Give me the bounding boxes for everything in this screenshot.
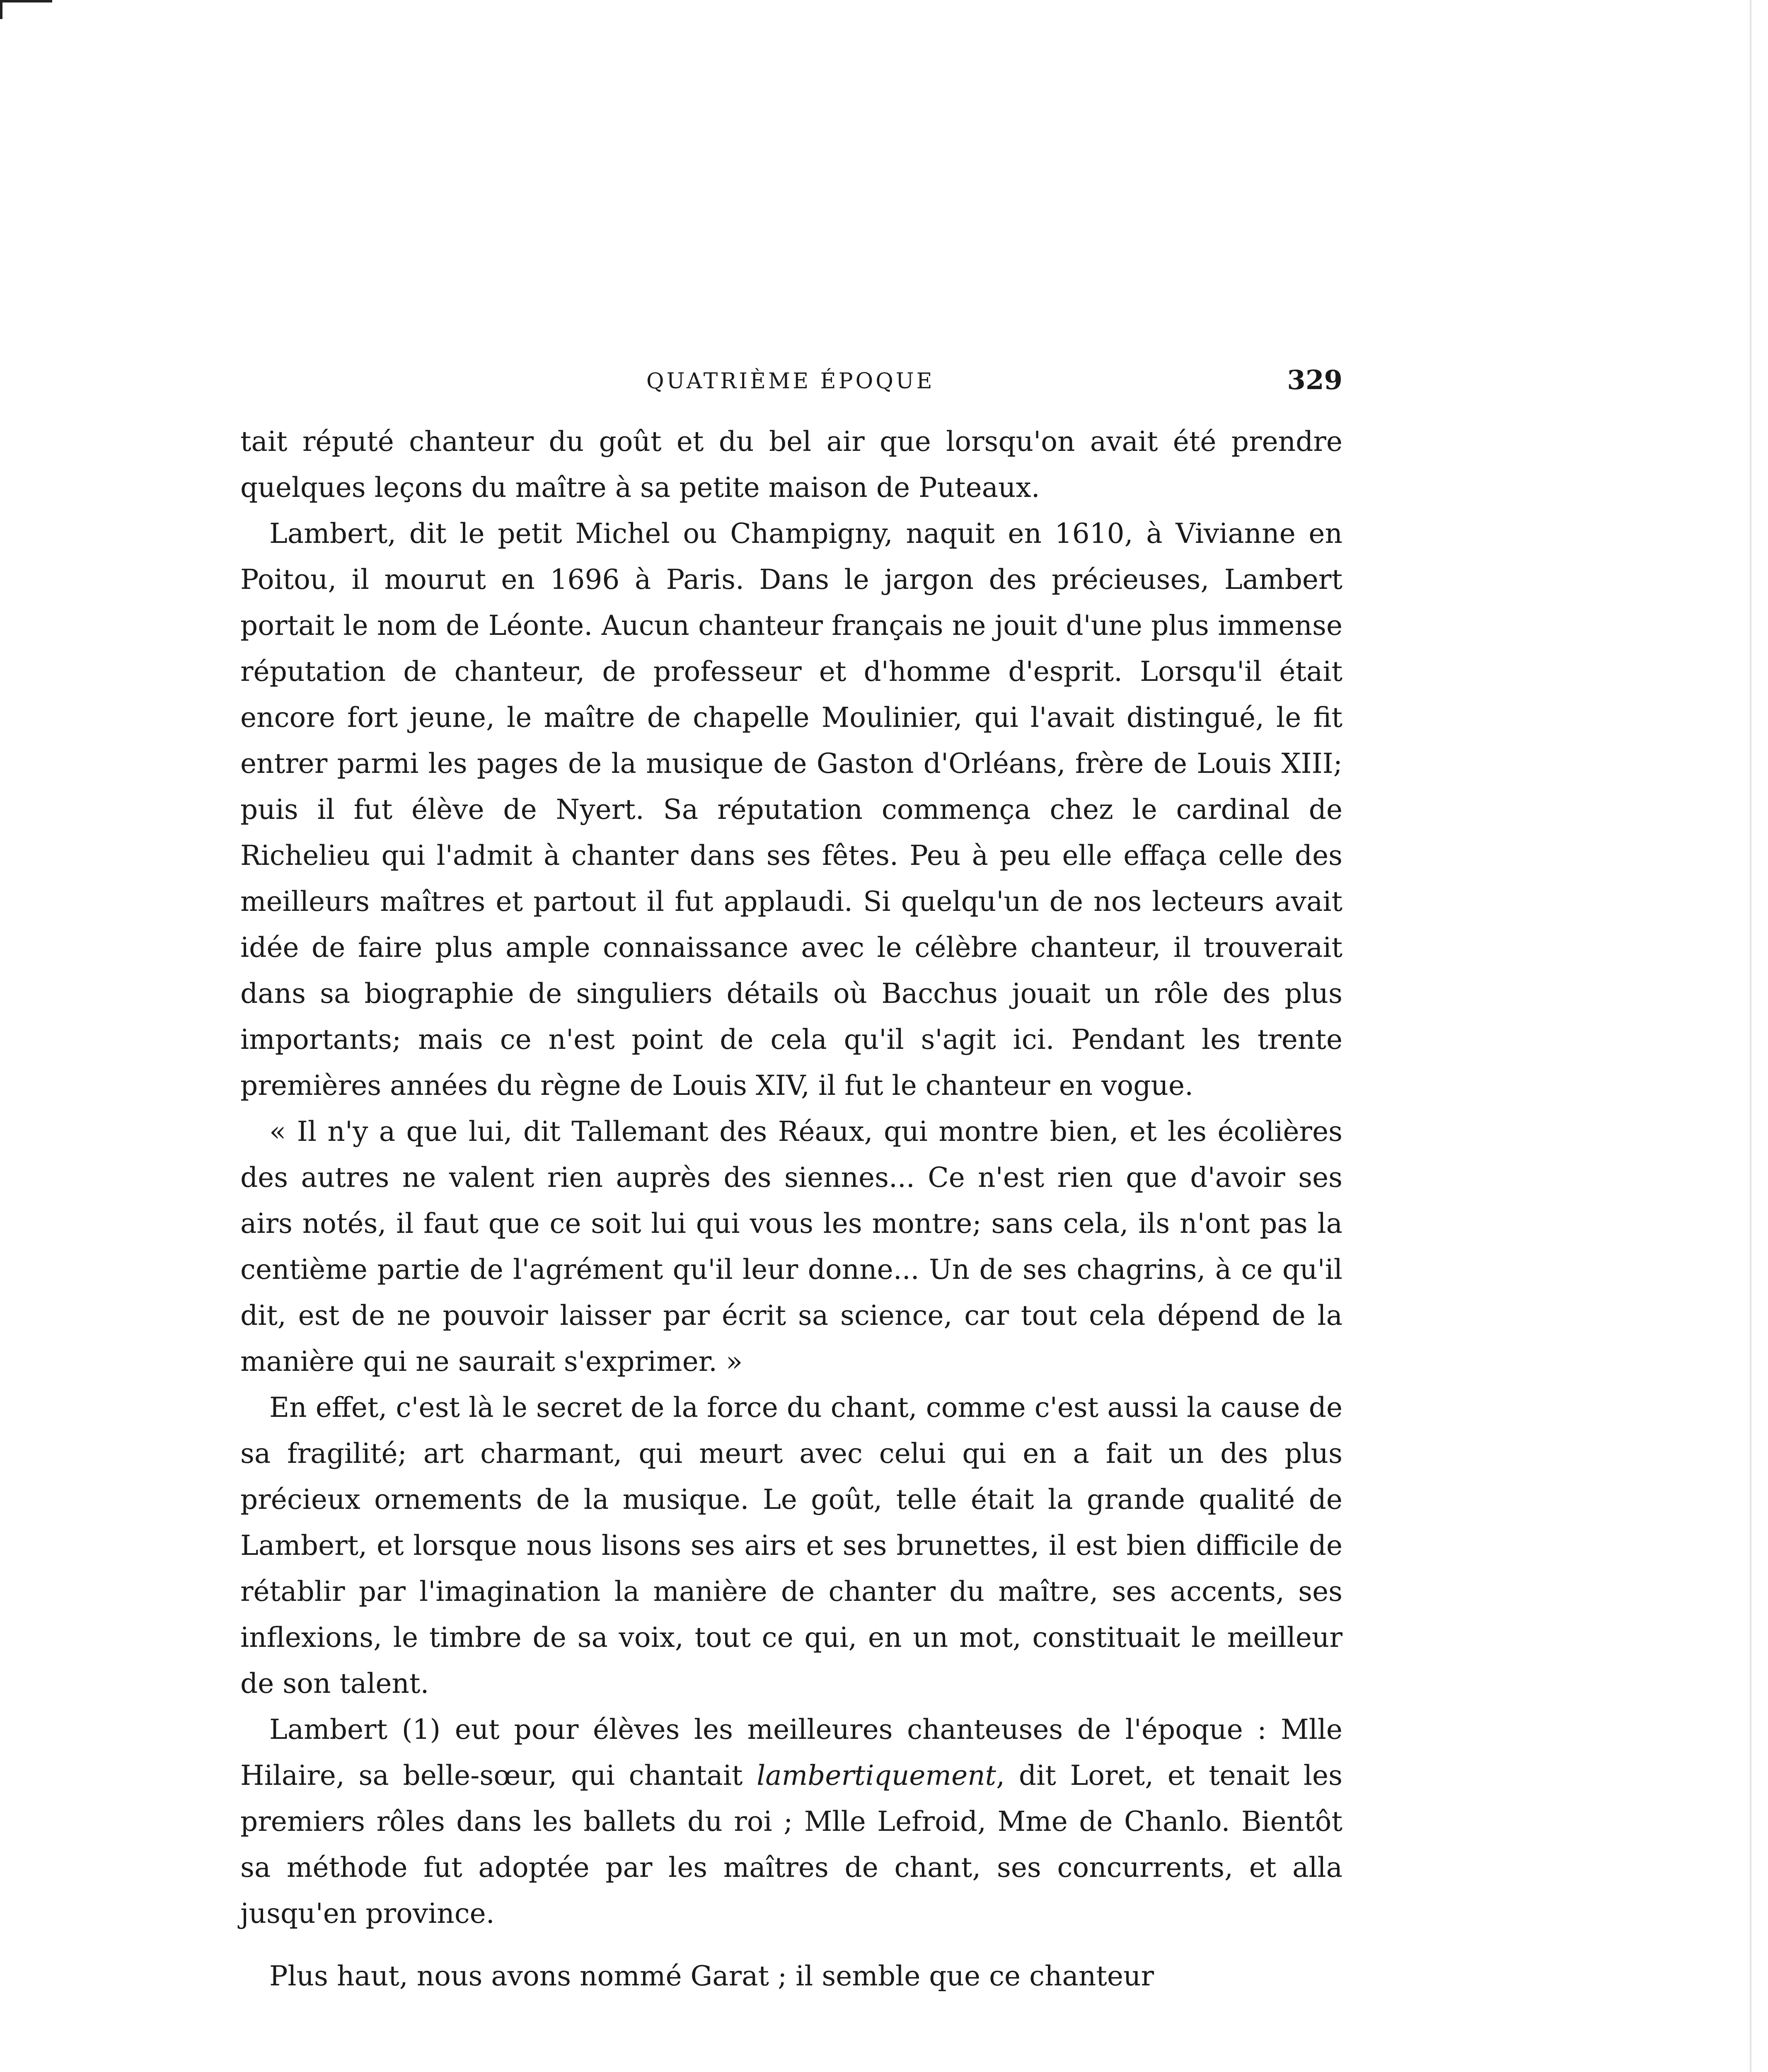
paragraph-2: Lambert, dit le petit Michel ou Champigny, naquit en 1610, à Vivianne en Poitou, il mourut en 1696 à Paris. Dans le jargon des précieuses, Lambert portait le nom de Léonte. Aucun chanteur français ne jouit d'une plus immense réputation de chanteur, de professeur et d'homme d'esprit. Lorsqu'il était encore fort jeune, le maître de chapelle Moulinier, qui l'avait distingué, le fit entrer parmi les pages de la musique de Gaston d'Orléans, frère de Louis XIII; puis il fut élève de Nyert. Sa réputation commença chez le cardinal de Richelieu qui l'admit à chanter dans ses fêtes. Peu à peu elle effaça celle des meilleurs maîtres et partout il fut applaudi. Si quelqu'un de nos lecteurs avait idée de faire plus ample connaissance avec le célèbre chanteur, il trouverait dans sa biographie de singuliers détails où Bacchus jouait un rôle des plus importants; mais ce n'est point de cela qu'il s'agit ici. Pendant les trente premières années du règne de Louis XIV, il fut le chanteur en vogue. — [240, 518, 1342, 1101]
paragraph-5-start: Lambert (1) eut pour élèves les meilleures chanteuses de l'époque : Mlle Hilaire, sa belle-sœur, qui chantait — [240, 1714, 1342, 1791]
paragraph-5-end: , dit Loret, et tenait les premiers rôles dans les ballets du roi ; Mlle Lefroid, Mme de Chanlo. Bientôt sa méthode fut adoptée par les maîtres de chant, ses concurrents, et alla jusqu'en province. — [240, 1760, 1342, 1929]
running-head: QUATRIÈME ÉPOQUE — [646, 369, 935, 394]
page-number: 329 — [1287, 365, 1342, 396]
main-text — [240, 419, 1342, 1999]
page-edge-shadow — [1750, 0, 1751, 2072]
paragraph-3: « Il n'y a que lui, dit Tallemant des Réaux, qui montre bien, et les écolières des autres ne valent rien auprès des siennes... Ce n'est rien que d'avoir ses airs notés, il faut que ce soit lui qui vous les montre; sans cela, ils n'ont pas la centième partie de l'agrément qu'il leur donne... Un de ses chagrins, à ce qu'il dit, est de ne pouvoir laisser par écrit sa science, car tout cela dépend de la manière qui ne saurait s'exprimer. » — [240, 1116, 1342, 1377]
paragraph-1: tait réputé chanteur du goût et du bel air que lorsqu'on avait été prendre quelques leçons du maître à sa petite maison de Puteaux. — [240, 426, 1342, 503]
paragraph-5-italic: lambertiquement — [757, 1760, 996, 1791]
page-corner-mark — [0, 0, 52, 19]
paragraph-4: En effet, c'est là le secret de la force du chant, comme c'est aussi la cause de sa fragilité; art charmant, qui meurt avec celui qui en a fait un des plus précieux ornements de la musique. Le goût, telle était la grande qualité de Lambert, et lorsque nous lisons ses airs et ses brunettes, il est bien difficile de rétablir par l'imagination la manière de chanter du maître, ses accents, ses inflexions, le timbre de sa voix, tout ce qui, en un mot, constituait le meilleur de son talent. — [240, 1392, 1342, 1699]
paragraph-5 — [240, 1706, 1342, 1936]
paragraph-6: Plus haut, nous avons nommé Garat ; il semble que ce chanteur — [269, 1960, 1154, 1992]
page-header — [456, 361, 1342, 410]
